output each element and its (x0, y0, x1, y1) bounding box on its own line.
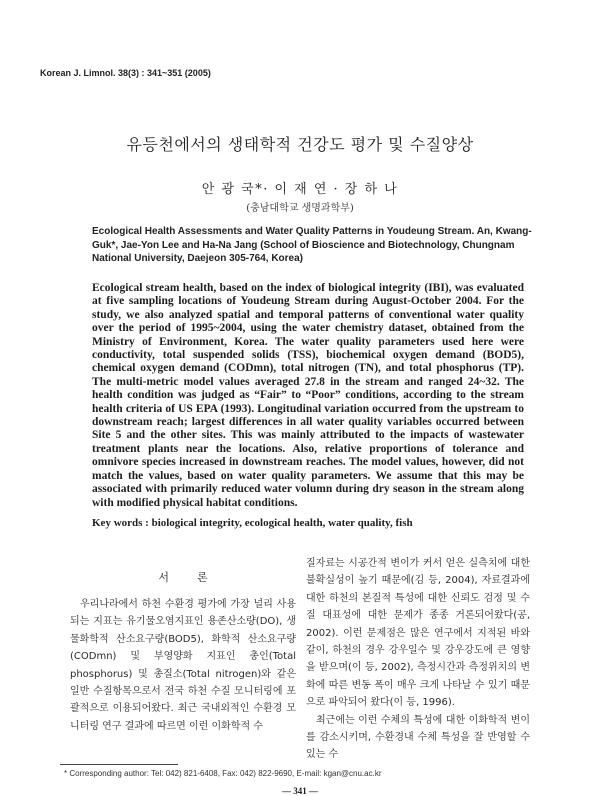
right-column-paragraph-2: 최근에는 이런 수체의 특성에 대한 이화학적 변이를 감소시키며, 수환경내 수체 특성을 잘 반영할 수 있는 수 (306, 714, 530, 761)
left-column-paragraph: 우리나라에서 하천 수환경 평가에 가장 널리 사용되는 지표는 유기물오염지표인 용존산소량(DO), 생물화학적 산소요구량(BOD5), 화학적 산소요구량(CODmn) 및 부영양화 지표인 총인(Total phosphorus) 및 총질소(Total nitrogen)와 같은 일반 수질항목으로서 전국 하천 수질 모니터링에 포괄적으로 이용되어왔다. 최근 국내외적인 수환경 모니터링 연구 결과에 따르면 이런 이화학적 수 (70, 599, 296, 732)
english-title-block: Ecological Health Assessments and Water Quality Patterns in Youdeung Stream. An, Kwang-Guk*, Jae-Yon Lee and Ha-Na Jang (School of Bioscience and Biotechnology, Chungnam National University, Daejeon 305-764, Korea) (92, 226, 532, 264)
right-column (306, 555, 530, 764)
author-list: 안 광 국*· 이 재 연 · 장 하 나 (201, 182, 399, 197)
keywords-line: Key words : biological integrity, ecological health, water quality, fish (92, 517, 413, 529)
journal-reference: Korean J. Limnol. 38(3) : 341~351 (2005) (40, 68, 211, 78)
section-heading-introduction (70, 569, 296, 585)
corresponding-author-footnote: * Corresponding author: Tel: 042) 821-6408, Fax: 042) 822-9690, E-mail: kgan@cnu.ac.kr (64, 769, 382, 778)
author-affiliation: (충남대학교 생명과학부) (246, 203, 354, 214)
page-number: — 341 — (282, 786, 318, 796)
paper-title: 유등천에서의 생태학적 건강도 평가 및 수질양상 (126, 135, 474, 154)
left-column (70, 596, 296, 735)
section-heading-left: 서 (158, 571, 169, 584)
right-column-paragraph-1: 질자료는 시공간적 변이가 커서 얻은 실측치에 대한 불확실성이 높기 때문에(김 등, 2004), 자료결과에 대한 하천의 본질적 특성에 대한 신뢰도 검정 및 수질 대표성에 대한 문제가 종종 거론되어왔다(공, 2002). 이런 문제점은 많은 연구에서 지적된 바와 같이, 하천의 경우 강우일수 및 강우강도에 큰 영향을 받으며(이 등, 2002), 측정시간과 측정위치의 변화에 따른 변동 폭이 매우 크게 나타날 수 있기 때문으로 파악되어 왔다(이 등, 1996). (306, 558, 530, 709)
abstract-text: Ecological stream health, based on the index of biological integrity (IBI), was evaluated at five sampling locations of Youdeung Stream during August-October 2004. For the study, we also analyzed spatial and temporal patterns of conventional water quality over the period of 1995~2004, using the water chemistry dataset, obtained from the Ministry of Environment, Korea. The water quality parameters used here were conductivity, total suspended solids (TSS), biochemical oxygen demand (BOD5), chemical oxygen demand (CODmn), total nitrogen (TN), and total phosphorus (TP). The multi-metric model values averaged 27.8 in the stream and ranged 24~32. The health condition was judged as “Fair” to “Poor” conditions, according to the stream health criteria of US EPA (1993). Longitudinal variation occurred from the upstream to downstream reach; largest differences in all water quality variables occurred between Site 5 and the other sites. This was mainly attributed to the impacts of wastewater treatment plants near the locations. Also, relative proportions of tolerance and omnivore species increased in downstream reaches. The model values, however, did not match the values, based on water quality parameters. We assume that this may be associated with primarily reduced water volumn during dry season in the stream along with modified physical habitat conditions. (92, 282, 524, 509)
footnote-divider (60, 764, 178, 765)
section-heading-right: 론 (197, 571, 208, 584)
